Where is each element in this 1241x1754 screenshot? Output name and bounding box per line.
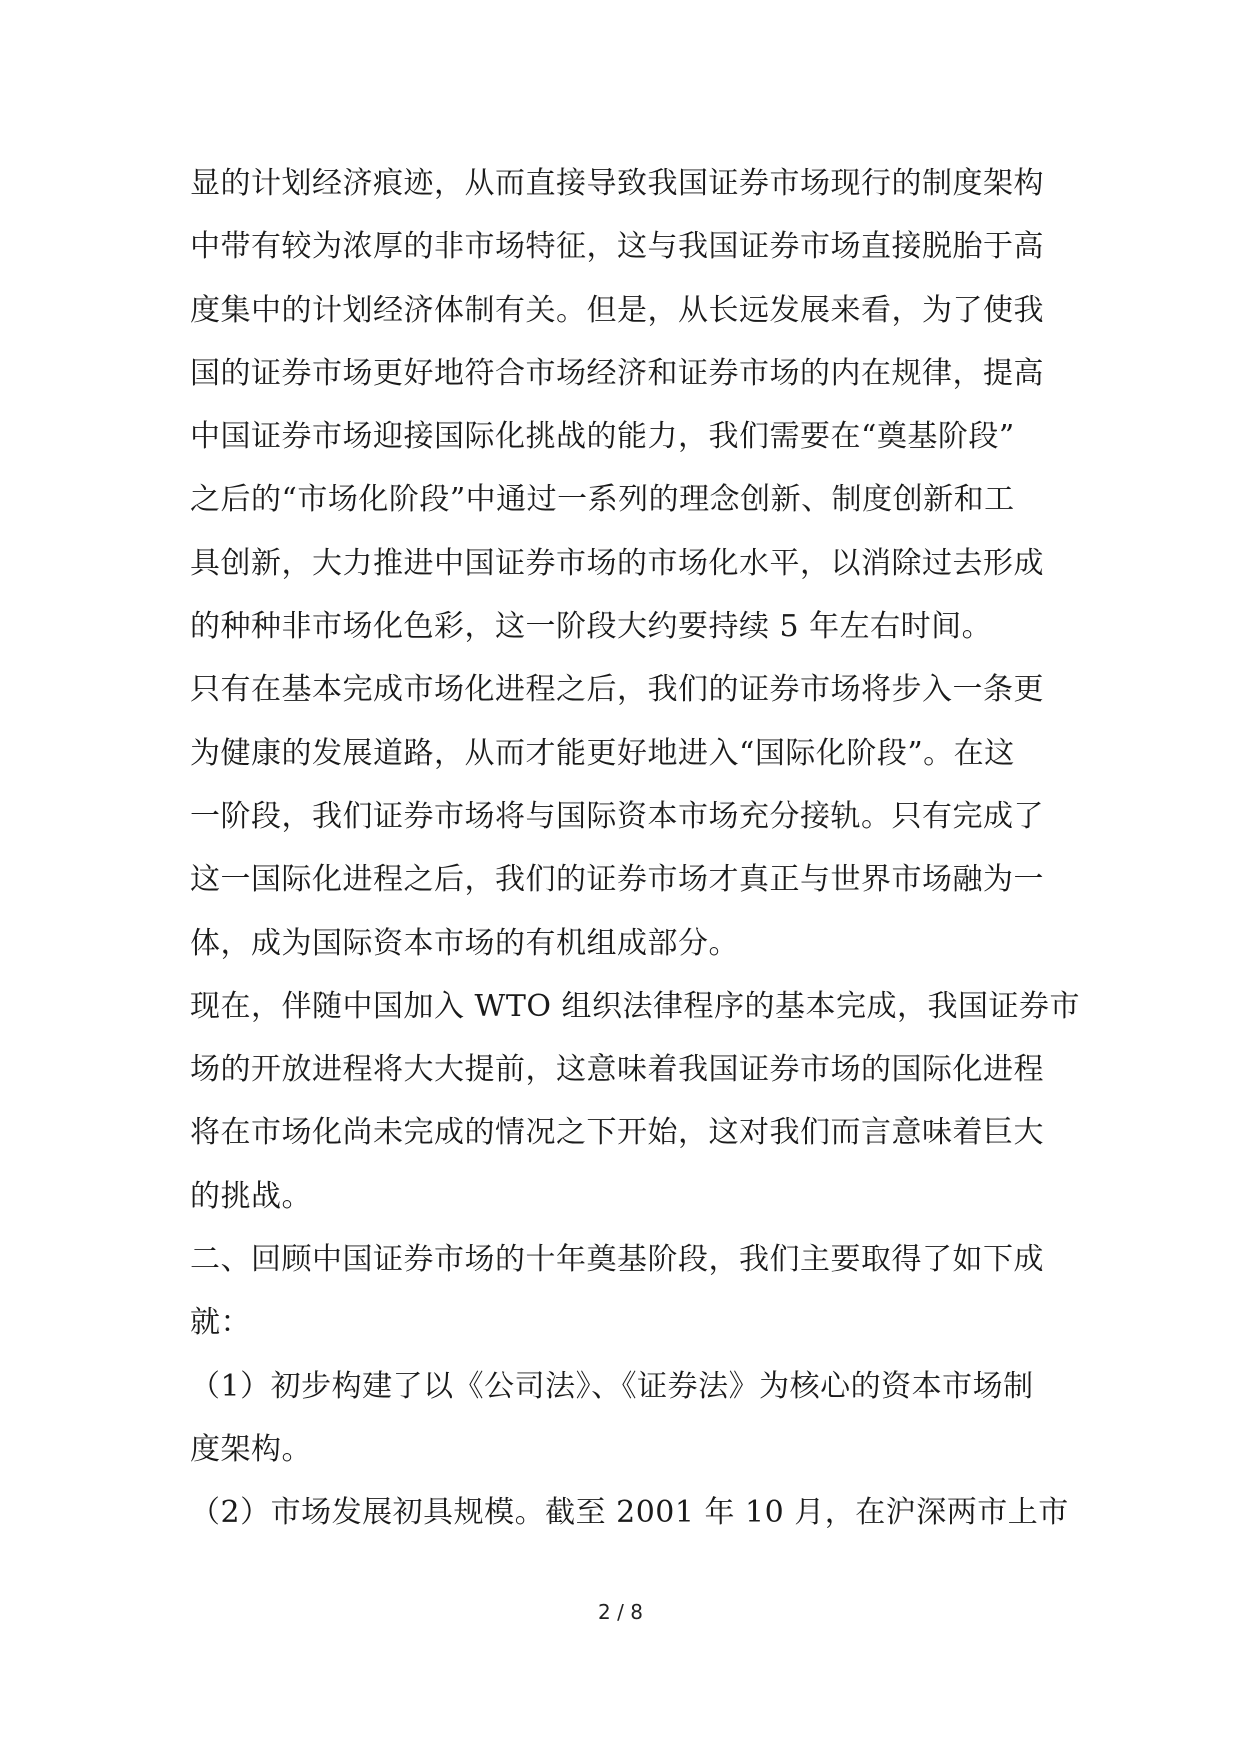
text-line: 只有在基本完成市场化进程之后，我们的证券市场将步入一条更 — [190, 672, 1044, 708]
text-line: 二、回顾中国证券市场的十年奠基阶段，我们主要取得了如下成 — [190, 1242, 1044, 1278]
page-number: 2 / 8 — [598, 1600, 643, 1624]
text-line: 体，成为国际资本市场的有机组成部分。 — [190, 925, 739, 961]
text-line: 显的计划经济痕迹，从而直接导致我国证券市场现行的制度架构 — [190, 166, 1044, 201]
text-line: 具创新，大力推进中国证券市场的市场化水平，以消除过去形成 — [190, 545, 1044, 581]
text-line: 一阶段，我们证券市场将与国际资本市场充分接轨。只有完成了 — [190, 798, 1044, 834]
text-line: 度集中的计划经济体制有关。但是，从长远发展来看，为了使我 — [190, 292, 1044, 328]
text-line: 国的证券市场更好地符合市场经济和证券市场的内在规律，提高 — [190, 355, 1044, 391]
text-line: 就： — [190, 1305, 251, 1341]
text-line: 的种种非市场化色彩，这一阶段大约要持续 5 年左右时间。 — [190, 609, 993, 645]
text-line: （1）初步构建了以《公司法》、《证券法》为核心的资本市场制 — [190, 1368, 1034, 1404]
body-text — [190, 152, 1081, 1545]
text-line: （2）市场发展初具规模。截至 2001 年 10 月，在沪深两市上市 — [190, 1495, 1069, 1531]
text-line: 中带有较为浓厚的非市场特征，这与我国证券市场直接脱胎于高 — [190, 229, 1044, 265]
text-line: 之后的“市场化阶段”中通过一系列的理念创新、制度创新和工 — [190, 482, 1015, 518]
text-line: 中国证券市场迎接国际化挑战的能力，我们需要在“奠基阶段” — [190, 419, 1015, 455]
text-line: 为健康的发展道路，从而才能更好地进入“国际化阶段”。在这 — [190, 735, 1015, 771]
text-line: 场的开放进程将大大提前，这意味着我国证券市场的国际化进程 — [190, 1052, 1044, 1088]
text-line: 现在，伴随中国加入 WTO 组织法律程序的基本完成，我国证券市 — [190, 988, 1081, 1024]
text-line: 的挑战。 — [190, 1178, 312, 1214]
text-line: 这一国际化进程之后，我们的证券市场才真正与世界市场融为一 — [190, 862, 1044, 898]
text-line: 将在市场化尚未完成的情况之下开始，这对我们而言意味着巨大 — [190, 1115, 1044, 1151]
text-line: 度架构。 — [190, 1431, 312, 1467]
